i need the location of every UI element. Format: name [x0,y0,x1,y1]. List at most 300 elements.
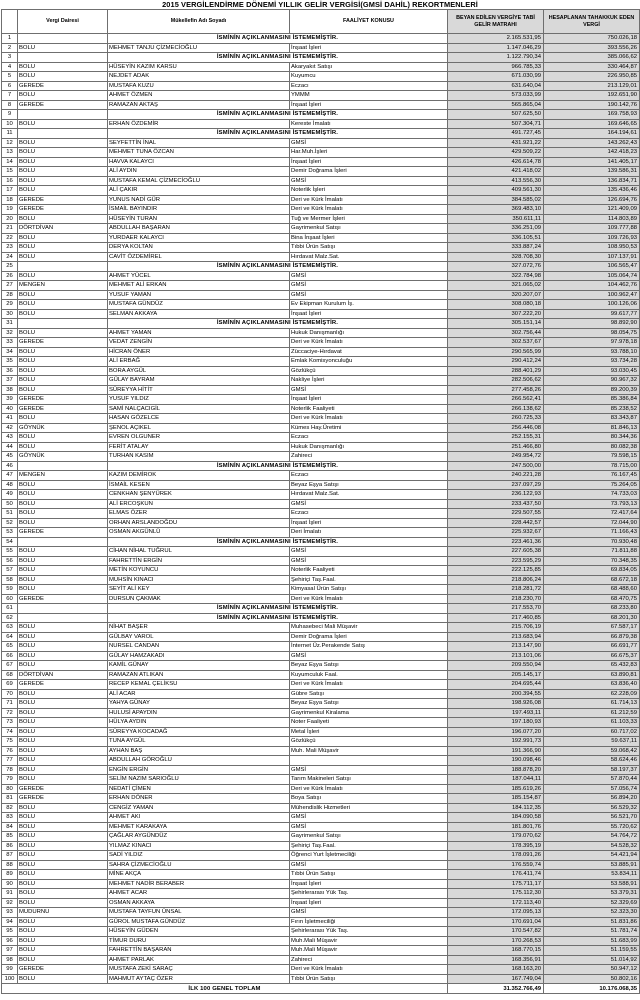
table-row [2,148,640,158]
row-rank: 82 [2,803,18,813]
row-rank: 87 [2,851,18,861]
row-rank: 95 [2,927,18,937]
row-rank: 24 [2,252,18,262]
row-activity: GMSİ [290,765,448,775]
row-activity: Muh.Mali Müşavir [290,946,448,956]
row-rank: 68 [2,670,18,680]
row-taxpayer-name: METİN KOYUNCU [108,566,290,576]
row-tax-office: BOLU [18,927,108,937]
table-row [2,100,640,110]
row-calculated-tax: 135.436,46 [544,186,640,196]
row-tax-office: GEREDE [18,794,108,804]
row-activity: İnşaat İşleri [290,100,448,110]
table-row [2,423,640,433]
row-declared-income: 631.640,04 [448,81,544,91]
row-calculated-tax: 59.637,11 [544,737,640,747]
row-tax-office: BOLU [18,252,108,262]
row-activity: Metal İşleri [290,727,448,737]
row-tax-office: GEREDE [18,404,108,414]
row-rank: 79 [2,775,18,785]
row-activity: Beyaz Eşya Satışı [290,699,448,709]
row-declared-income: 218.806,24 [448,575,544,585]
row-rank: 56 [2,556,18,566]
table-row [2,138,640,148]
table-row [2,357,640,367]
row-tax-office: BOLU [18,737,108,747]
row-taxpayer-name: ALİ ERCOŞKUN [108,499,290,509]
row-rank: 1 [2,34,18,44]
row-anonymous-notice: İSMİNİN AÇIKLANMASINI İSTEMEMİŞTİR. [108,461,448,471]
table-row [2,518,640,528]
row-taxpayer-name: MAHMUT AYTAÇ ÖZER [108,974,290,984]
table-row [2,309,640,319]
row-rank: 69 [2,680,18,690]
table-row [2,214,640,224]
row-rank: 28 [2,290,18,300]
row-calculated-tax: 51.159,55 [544,946,640,956]
row-rank: 52 [2,518,18,528]
row-declared-income: 333.887,24 [448,243,544,253]
row-calculated-tax: 169.758,93 [544,110,640,120]
table-row [2,908,640,918]
table-row [2,623,640,633]
row-calculated-tax: 105.064,74 [544,271,640,281]
row-declared-income: 209.550,94 [448,661,544,671]
row-rank: 98 [2,955,18,965]
row-anonymous-notice: İSMİNİN AÇIKLANMASINI İSTEMEMİŞTİR. [108,129,448,139]
row-tax-office: BOLU [18,623,108,633]
row-activity: Muh. Mali Müşavir [290,746,448,756]
row-activity: Hukuk Danışmanlığı [290,442,448,452]
row-declared-income: 302.756,44 [448,328,544,338]
row-taxpayer-name: TUNA AYGÜL [108,737,290,747]
row-declared-income: 196.077,20 [448,727,544,737]
table-row [2,404,640,414]
row-taxpayer-name: SEYFETTİN İNAL [108,138,290,148]
row-activity: Kereste İmalatı [290,119,448,129]
row-calculated-tax: 65.432,83 [544,661,640,671]
table-row [2,480,640,490]
row-calculated-tax: 385.066,62 [544,53,640,63]
row-rank: 42 [2,423,18,433]
total-declared-income: 31.352.766,49 [448,984,544,994]
row-anonymous-notice: İSMİNİN AÇIKLANMASINI İSTEMEMİŞTİR. [108,110,448,120]
row-rank: 100 [2,974,18,984]
row-rank: 62 [2,613,18,623]
row-rank: 19 [2,205,18,215]
row-anonymous-notice: İSMİNİN AÇIKLANMASINI İSTEMEMİŞTİR. [108,604,448,614]
row-declared-income: 187.044,11 [448,775,544,785]
row-rank: 99 [2,965,18,975]
table-row [2,129,640,139]
row-calculated-tax: 80.344,36 [544,433,640,443]
row-activity: Deri İmalatı [290,528,448,538]
row-activity: GMSİ [290,271,448,281]
row-rank: 72 [2,708,18,718]
table-row [2,499,640,509]
row-tax-office: BOLU [18,433,108,443]
row-activity: Muhasebeci Mali Müşavir [290,623,448,633]
row-declared-income: 178.091,26 [448,851,544,861]
row-activity: Şehiriçi Taş.Faal. [290,575,448,585]
table-row [2,167,640,177]
table-row [2,661,640,671]
row-tax-office: BOLU [18,917,108,927]
row-taxpayer-name: ENGİN ERGİN [108,765,290,775]
row-rank: 31 [2,319,18,329]
row-tax-office: BOLU [18,347,108,357]
row-taxpayer-name: CENKHAN ŞENYÜREK [108,490,290,500]
row-declared-income: 197.493,11 [448,708,544,718]
row-tax-office: BOLU [18,879,108,889]
row-calculated-tax: 68.470,75 [544,594,640,604]
row-activity: Muh.Mali Müşavir [290,936,448,946]
row-declared-income: 431.921,22 [448,138,544,148]
row-calculated-tax: 70.348,35 [544,556,640,566]
row-declared-income: 336.251,09 [448,224,544,234]
row-calculated-tax: 90.967,32 [544,376,640,386]
row-declared-income: 223.461,36 [448,537,544,547]
table-row [2,490,640,500]
row-tax-office: GEREDE [18,100,108,110]
row-calculated-tax: 108.950,53 [544,243,640,253]
row-rank: 96 [2,936,18,946]
row-rank: 55 [2,547,18,557]
row-activity: Hukuk Danışmanlığı [290,328,448,338]
row-taxpayer-name: MUHSİN KINACI [108,575,290,585]
row-declared-income: 227.605,38 [448,547,544,557]
row-tax-office: BOLU [18,955,108,965]
row-activity: Noterlik Faaliyeti [290,566,448,576]
row-tax-office: BOLU [18,480,108,490]
table-row [2,651,640,661]
row-taxpayer-name: ŞENOL AÇIKEL [108,423,290,433]
row-rank: 46 [2,461,18,471]
row-tax-office: BOLU [18,547,108,557]
column-header-tax-office: Vergi Dairesi [18,10,108,34]
row-declared-income: 321.065,02 [448,281,544,291]
row-activity: Gözlükçü [290,737,448,747]
row-calculated-tax: 54.528,32 [544,841,640,851]
row-activity: Deri ve Kürk İmalatı [290,338,448,348]
row-activity: Şehirlerarası Yük Taş. [290,889,448,899]
table-row [2,110,640,120]
row-declared-income: 172.113,40 [448,898,544,908]
row-calculated-tax: 63.890,81 [544,670,640,680]
row-activity: Zahireci [290,452,448,462]
row-taxpayer-name: VEDAT ZENGİN [108,338,290,348]
row-taxpayer-name: TURHAN KASIM [108,452,290,462]
row-activity: Eczacı [290,81,448,91]
row-calculated-tax: 107.137,91 [544,252,640,262]
row-tax-office: BOLU [18,518,108,528]
row-activity: Noterlik Faaliyeti [290,404,448,414]
column-header-declared-income: BEYAN EDİLEN VERGİYE TABİ GELİR MATRAHI [448,10,544,34]
table-row [2,775,640,785]
taxpayer-ranking-table [1,9,640,994]
row-rank: 7 [2,91,18,101]
row-declared-income: 185.619,26 [448,784,544,794]
row-activity [290,756,448,766]
row-taxpayer-name: MUSTAFA KUZU [108,81,290,91]
row-tax-office: BOLU [18,509,108,519]
row-activity: GMSİ [290,822,448,832]
row-tax-office: BOLU [18,176,108,186]
row-activity: Bina İnşaat İşleri [290,233,448,243]
row-tax-office: BOLU [18,832,108,842]
total-label: İLK 100 GENEL TOPLAM [2,984,448,994]
row-rank: 5 [2,72,18,82]
row-declared-income: 179.070,62 [448,832,544,842]
row-activity: GMSİ [290,547,448,557]
row-activity: Kuyumcu [290,72,448,82]
row-activity: Kümes Hay.Üretimi [290,423,448,433]
row-activity: Şehirlerarası Yük Taş. [290,927,448,937]
row-tax-office: GEREDE [18,81,108,91]
row-activity: Noter Faaliyeti [290,718,448,728]
row-rank: 26 [2,271,18,281]
row-declared-income: 322.784,98 [448,271,544,281]
row-rank: 75 [2,737,18,747]
row-rank: 90 [2,879,18,889]
row-declared-income: 178.395,19 [448,841,544,851]
row-tax-office: BOLU [18,309,108,319]
table-row [2,632,640,642]
row-rank: 35 [2,357,18,367]
table-row [2,604,640,614]
table-row [2,784,640,794]
table-row [2,946,640,956]
row-anonymous-notice: İSMİNİN AÇIKLANMASINI İSTEMEMİŞTİR. [108,262,448,272]
row-taxpayer-name: İSMAİL BAYINDIR [108,205,290,215]
table-row [2,803,640,813]
row-calculated-tax: 74.733,03 [544,490,640,500]
row-tax-office: BOLU [18,851,108,861]
row-tax-office: BOLU [18,585,108,595]
row-tax-office: GÖYNÜK [18,423,108,433]
row-rank: 80 [2,784,18,794]
row-calculated-tax: 114.803,89 [544,214,640,224]
row-activity: İnşaat İşleri [290,309,448,319]
row-taxpayer-name: AHMET YÜCEL [108,271,290,281]
row-calculated-tax: 73.793,13 [544,499,640,509]
row-calculated-tax: 106.565,47 [544,262,640,272]
row-calculated-tax: 109.726,93 [544,233,640,243]
row-taxpayer-name: SELMAN AKKAYA [108,309,290,319]
row-declared-income: 507.625,50 [448,110,544,120]
row-calculated-tax: 68.201,30 [544,613,640,623]
row-rank: 70 [2,689,18,699]
row-taxpayer-name: HAVVA KALAYCI [108,157,290,167]
row-tax-office: BOLU [18,661,108,671]
row-taxpayer-name: YILMAZ KINACI [108,841,290,851]
row-tax-office: BOLU [18,138,108,148]
row-declared-income: 215.706,19 [448,623,544,633]
row-taxpayer-name: DERYA KOLTAN [108,243,290,253]
row-declared-income: 205.145,17 [448,670,544,680]
row-tax-office: BOLU [18,62,108,72]
row-rank: 36 [2,366,18,376]
row-activity: Tarım Makineleri Satışı [290,775,448,785]
row-activity: Nakliye İşleri [290,376,448,386]
row-calculated-tax: 50.802,16 [544,974,640,984]
row-calculated-tax: 93.788,10 [544,347,640,357]
row-calculated-tax: 61.714,13 [544,699,640,709]
row-rank: 39 [2,395,18,405]
row-tax-office: MENGEN [18,471,108,481]
row-activity: Gayrimenkul Satışı [290,832,448,842]
row-declared-income: 184.112,35 [448,803,544,813]
row-activity: İnşaat İşleri [290,898,448,908]
row-activity: GMSİ [290,499,448,509]
row-declared-income: 233.437,50 [448,499,544,509]
row-anonymous-notice: İSMİNİN AÇIKLANMASINI İSTEMEMİŞTİR. [108,53,448,63]
table-row [2,62,640,72]
row-tax-office [18,461,108,471]
table-row [2,195,640,205]
row-tax-office: BOLU [18,499,108,509]
row-tax-office: MUDURNU [18,908,108,918]
table-row [2,585,640,595]
table-row [2,376,640,386]
row-declared-income: 307.222,20 [448,309,544,319]
row-tax-office: BOLU [18,271,108,281]
table-row [2,252,640,262]
table-header-row [2,10,640,34]
table-row [2,157,640,167]
row-calculated-tax: 104.462,76 [544,281,640,291]
row-declared-income: 167.749,04 [448,974,544,984]
row-tax-office: BOLU [18,157,108,167]
row-declared-income: 491.727,45 [448,129,544,139]
row-rank: 84 [2,822,18,832]
row-taxpayer-name: FAHRETTİN ERGİN [108,556,290,566]
row-activity: Öğrenci Yurt İşletmeciliği [290,851,448,861]
row-taxpayer-name: HULUSİ APAYDIN [108,708,290,718]
row-tax-office: GEREDE [18,680,108,690]
row-declared-income: 1.122.790,34 [448,53,544,63]
row-anonymous-notice: İSMİNİN AÇIKLANMASINI İSTEMEMİŞTİR. [108,613,448,623]
row-calculated-tax: 393.556,26 [544,43,640,53]
report-page [1,0,639,994]
table-row [2,471,640,481]
row-tax-office: BOLU [18,689,108,699]
row-taxpayer-name: KAZIM DEMİROK [108,471,290,481]
table-row [2,300,640,310]
row-activity: İnternet Üz.Perakende Satış [290,642,448,652]
row-declared-income: 350.611,11 [448,214,544,224]
row-calculated-tax: 57.056,74 [544,784,640,794]
row-declared-income: 507.304,71 [448,119,544,129]
row-rank: 38 [2,385,18,395]
row-declared-income: 218.281,72 [448,585,544,595]
row-rank: 86 [2,841,18,851]
row-rank: 54 [2,537,18,547]
row-declared-income: 198.926,08 [448,699,544,709]
row-calculated-tax: 53.379,31 [544,889,640,899]
row-tax-office: BOLU [18,43,108,53]
row-rank: 88 [2,860,18,870]
row-tax-office: BOLU [18,822,108,832]
row-tax-office: BOLU [18,385,108,395]
table-row [2,708,640,718]
row-rank: 11 [2,129,18,139]
column-header-activity: FAALİYET KONUSU [290,10,448,34]
row-calculated-tax: 62.228,09 [544,689,640,699]
row-calculated-tax: 72.044,90 [544,518,640,528]
table-row [2,727,640,737]
row-calculated-tax: 54.421,94 [544,851,640,861]
row-tax-office: GÖYNÜK [18,452,108,462]
row-activity: Tuğ ve Mermer İşleri [290,214,448,224]
row-rank: 37 [2,376,18,386]
table-row [2,955,640,965]
row-tax-office: BOLU [18,442,108,452]
row-rank: 61 [2,604,18,614]
row-taxpayer-name: HİCRAN ÖNER [108,347,290,357]
row-rank: 49 [2,490,18,500]
row-rank: 30 [2,309,18,319]
row-taxpayer-name: ERHAN ÖZDEMİR [108,119,290,129]
table-row [2,328,640,338]
row-declared-income: 266.138,62 [448,404,544,414]
row-taxpayer-name: SAMİ NALÇACIGİL [108,404,290,414]
row-declared-income: 413.556,30 [448,176,544,186]
row-rank: 94 [2,917,18,927]
table-row [2,889,640,899]
row-rank: 74 [2,727,18,737]
row-taxpayer-name: HÜSEYİN TURAN [108,214,290,224]
row-activity: Hırdavat Malz.Sat. [290,252,448,262]
row-activity: Hırdavat Malz.Sat. [290,490,448,500]
row-tax-office: BOLU [18,566,108,576]
row-tax-office: BOLU [18,490,108,500]
row-calculated-tax: 63.836,40 [544,680,640,690]
row-tax-office: BOLU [18,167,108,177]
table-row [2,575,640,585]
row-tax-office: BOLU [18,575,108,585]
row-rank: 34 [2,347,18,357]
row-activity: Har.Muh.İşleri [290,148,448,158]
row-declared-income: 409.561,30 [448,186,544,196]
row-activity: Akaryakıt Satışı [290,62,448,72]
row-declared-income: 320.207,07 [448,290,544,300]
row-calculated-tax: 53.885,91 [544,860,640,870]
row-taxpayer-name: RAMAZAN ATLIKAN [108,670,290,680]
row-tax-office [18,319,108,329]
row-taxpayer-name: ABDULLAH GÖROĞLU [108,756,290,766]
table-row [2,414,640,424]
row-declared-income: 308.080,18 [448,300,544,310]
row-tax-office: BOLU [18,366,108,376]
table-row [2,556,640,566]
row-calculated-tax: 141.405,17 [544,157,640,167]
row-activity: Mühendislik Hizmetleri [290,803,448,813]
row-calculated-tax: 68.233,80 [544,604,640,614]
row-taxpayer-name: MİNE AKÇA [108,870,290,880]
table-row [2,528,640,538]
column-header-taxpayer-name: Mükellefin Adı Soyadı [108,10,290,34]
table-row [2,566,640,576]
row-tax-office: BOLU [18,233,108,243]
row-taxpayer-name: SADİ YILDIZ [108,851,290,861]
row-tax-office [18,537,108,547]
row-rank: 45 [2,452,18,462]
row-tax-office: BOLU [18,642,108,652]
row-calculated-tax: 93.030,45 [544,366,640,376]
row-activity: Deri ve Kürk İmalatı [290,784,448,794]
row-tax-office [18,129,108,139]
